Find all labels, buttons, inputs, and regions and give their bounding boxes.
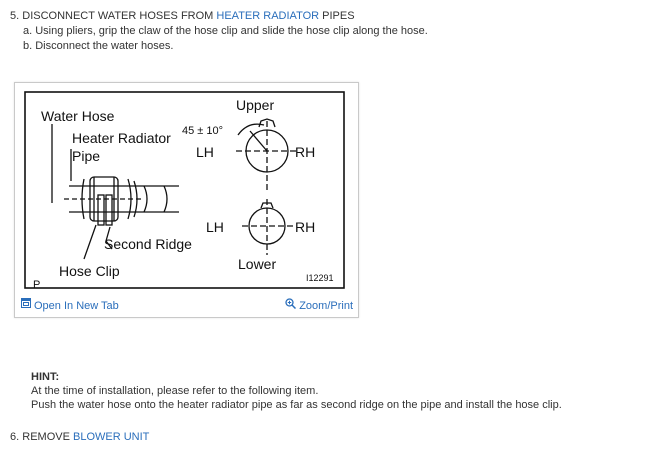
hint-line-1: At the time of installation, please refer to the following item. [31, 385, 319, 397]
label-figure-code: I12291 [306, 273, 334, 283]
zoom-print-label: Zoom/Print [299, 300, 353, 312]
hint-block [31, 370, 562, 412]
lower-clip-ring [242, 199, 294, 255]
hose-clip-diagram[interactable] [24, 91, 345, 289]
label-water-hose: Water Hose [41, 108, 115, 124]
label-lh-bottom: LH [206, 219, 224, 235]
label-rh-top: RH [295, 144, 316, 160]
label-heater-radiator: Heater Radiator [72, 130, 171, 146]
step-5-heading [10, 9, 355, 23]
label-second-ridge: Second Ridge [104, 236, 192, 252]
magnifier-plus-icon [285, 298, 296, 313]
heater-radiator-link[interactable]: HEATER RADIATOR [216, 10, 320, 22]
label-rh-bottom: RH [295, 219, 316, 235]
step-5a-text: a. Using pliers, grip the claw of the hose clip and slide the hose clip along the hose. [23, 25, 428, 37]
step-6-heading [10, 430, 149, 444]
label-angle: 45 ± 10° [182, 125, 224, 137]
figure-card [14, 82, 359, 318]
label-pipe: Pipe [72, 148, 101, 164]
label-lower: Lower [238, 256, 277, 272]
figure-card-footer [15, 295, 358, 317]
open-tab-icon [21, 298, 31, 312]
label-upper: Upper [236, 97, 275, 113]
step-5b-text: b. Disconnect the water hoses. [23, 40, 174, 52]
label-hose-clip: Hose Clip [59, 263, 120, 279]
step-6-number: 6. [10, 431, 20, 443]
label-p: P [33, 279, 41, 289]
open-in-new-tab-link[interactable] [21, 299, 119, 313]
zoom-print-link[interactable] [285, 299, 353, 313]
step-6-text: REMOVE [22, 431, 70, 443]
open-in-new-tab-label: Open In New Tab [34, 300, 119, 312]
upper-clip-ring [236, 119, 296, 191]
step-5-text-after: PIPES [322, 10, 355, 22]
hint-title: HINT: [31, 371, 60, 383]
step-5-text: DISCONNECT WATER HOSES FROM [22, 10, 214, 22]
diagram-svg [24, 91, 345, 289]
label-lh-top: LH [196, 144, 214, 160]
hint-line-2: Push the water hose onto the heater radiator pipe as far as second ridge on the pipe and install the hose clip. [31, 399, 562, 411]
blower-unit-link[interactable]: BLOWER UNIT [73, 431, 150, 443]
step-5-number: 5. [10, 10, 20, 22]
